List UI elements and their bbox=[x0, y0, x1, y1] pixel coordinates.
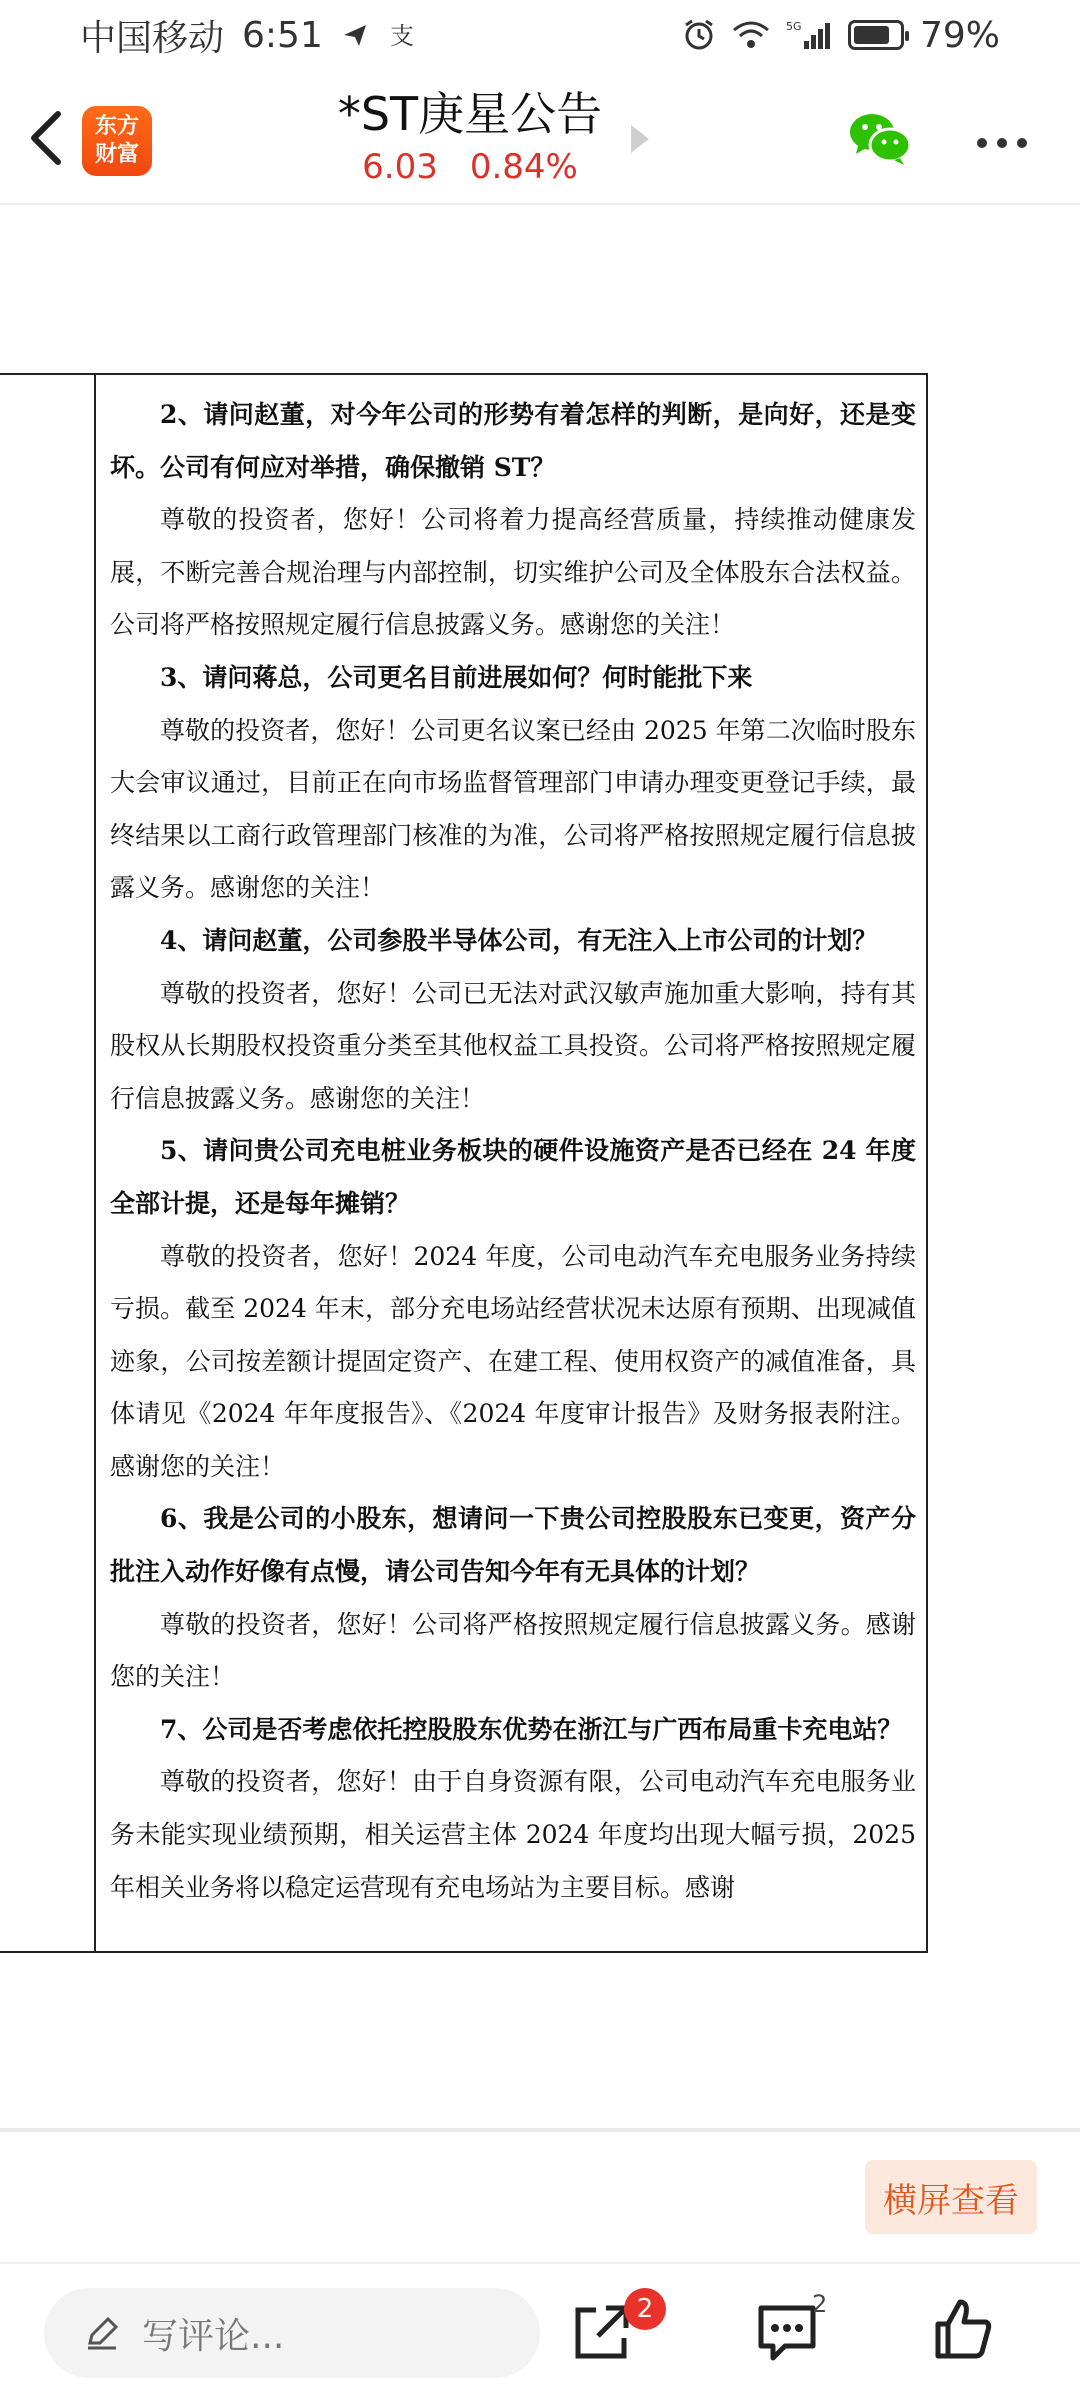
qa-table bbox=[0, 373, 928, 1953]
network-label: 5G bbox=[785, 20, 802, 33]
title-block[interactable] bbox=[300, 84, 640, 190]
share-badge: 2 bbox=[624, 2288, 666, 2330]
comment-placeholder: 写评论... bbox=[142, 2315, 285, 2357]
comment-count: 2 bbox=[812, 2290, 828, 2318]
comment-icon bbox=[755, 2300, 819, 2364]
question-paragraph: 7、公司是否考虑依托控股股东优势在浙江与广西布局重卡充电站？ bbox=[160, 1714, 903, 1744]
stock-price: 6.03 bbox=[362, 147, 438, 187]
top-nav-bar bbox=[0, 70, 1080, 205]
answer-paragraph: 尊敬的投资者，您好！公司更名议案已经由 2025 年第二次临时股东大会审议通过，目前正在向市场监督管理部门申请办理变更登记手续，最终结果以工商行政管理部门核准的为准，公司将严格按照规定履行信息披露义务。感谢您的关注！ bbox=[110, 715, 916, 903]
question-paragraph: 4、请问赵董，公司参股半导体公司，有无注入上市公司的计划？ bbox=[160, 925, 878, 955]
comment-input[interactable] bbox=[44, 2288, 540, 2378]
answer-paragraph: 尊敬的投资者，您好！公司将严格按照规定履行信息披露义务。感谢您的关注！ bbox=[110, 1609, 916, 1692]
answer-paragraph: 尊敬的投资者，您好！公司将着力提高经营质量，持续推动健康发展，不断完善合规治理与内部控制，切实维护公司及全体股东合法权益。公司将严格按照规定履行信息披露义务。感谢您的关注！ bbox=[110, 505, 916, 640]
wifi-icon bbox=[732, 20, 770, 50]
app-logo bbox=[82, 106, 152, 176]
question-paragraph: 3、请问蒋总，公司更名目前进展如何？何时能批下来 bbox=[160, 662, 753, 692]
table-right-column bbox=[98, 375, 928, 1951]
pencil-icon bbox=[84, 2315, 120, 2351]
stock-quote bbox=[300, 144, 640, 190]
stock-change: 0.84% bbox=[469, 147, 578, 187]
battery-level bbox=[854, 26, 889, 44]
question-paragraph: 5、请问贵公司充电桩业务板块的硬件设施资产是否已经在 24 年度全部计提，还是每年摊销？ bbox=[110, 1136, 916, 1218]
more-dots-icon bbox=[975, 136, 1029, 150]
battery-percent: 79% bbox=[919, 14, 1000, 56]
answer-paragraph: 尊敬的投资者，您好！2024 年度，公司电动汽车充电服务业务持续亏损。截至 2024 年末，部分充电场站经营状况未达原有预期、出现减值迹象，公司按差额计提固定资产、在建工程、使用权资产的减值准备，具体请见《2024 年年度报告》、《2024 年度审计报告》及财务报表附注。感谢您的关注！ bbox=[110, 1241, 916, 1481]
divider bbox=[0, 2128, 1080, 2132]
paper-plane-icon bbox=[341, 21, 369, 49]
logo-line-1: 东方 bbox=[94, 114, 139, 139]
signal-icon bbox=[786, 19, 832, 51]
page-title: *ST庚星公告 bbox=[337, 87, 603, 141]
like-button[interactable] bbox=[932, 2296, 994, 2362]
chevron-left-icon bbox=[22, 106, 72, 170]
status-bar bbox=[0, 0, 1080, 70]
wechat-share-button[interactable] bbox=[848, 110, 912, 168]
bottom-action-bar bbox=[0, 2262, 1080, 2400]
clock: 6:51 bbox=[242, 14, 323, 56]
answer-paragraph: 尊敬的投资者，您好！由于自身资源有限，公司电动汽车充电服务业务未能实现业绩预期，相关运营主体 2024 年度均出现大幅亏损，2025 年相关业务将以稳定运营现有充电场站为主要目标。感谢 bbox=[110, 1767, 916, 1902]
svg-text:支: 支 bbox=[389, 22, 414, 50]
comment-button[interactable] bbox=[755, 2300, 819, 2364]
back-button[interactable] bbox=[22, 106, 72, 170]
question-paragraph: 2、请问赵董，对今年公司的形势有着怎样的判断，是向好，还是变坏。公司有何应对举措，确保撤销 ST？ bbox=[110, 400, 916, 482]
battery-icon bbox=[848, 20, 904, 50]
wechat-icon bbox=[848, 110, 912, 168]
question-paragraph: 6、我是公司的小股东，想请问一下贵公司控股股东已变更，资产分批注入动作好像有点慢，请公司告知今年有无具体的计划？ bbox=[110, 1504, 916, 1587]
alipay-icon bbox=[387, 20, 417, 50]
title-expand-button[interactable] bbox=[628, 122, 652, 156]
table-left-column bbox=[0, 375, 96, 1951]
play-arrow-icon bbox=[628, 122, 652, 156]
logo-line-2: 财富 bbox=[94, 142, 139, 167]
carrier-label: 中国移动 bbox=[80, 17, 225, 59]
more-button[interactable] bbox=[975, 135, 1029, 149]
landscape-view-button[interactable]: 横屏查看 bbox=[865, 2160, 1037, 2234]
alarm-icon bbox=[682, 18, 716, 52]
announcement-viewer[interactable] bbox=[0, 207, 1080, 2127]
thumbs-up-icon bbox=[932, 2296, 994, 2362]
answer-paragraph: 尊敬的投资者，您好！公司已无法对武汉敏声施加重大影响，持有其股权从长期股权投资重分类至其他权益工具投资。公司将严格按照规定履行信息披露义务。感谢您的关注！ bbox=[110, 978, 916, 1113]
